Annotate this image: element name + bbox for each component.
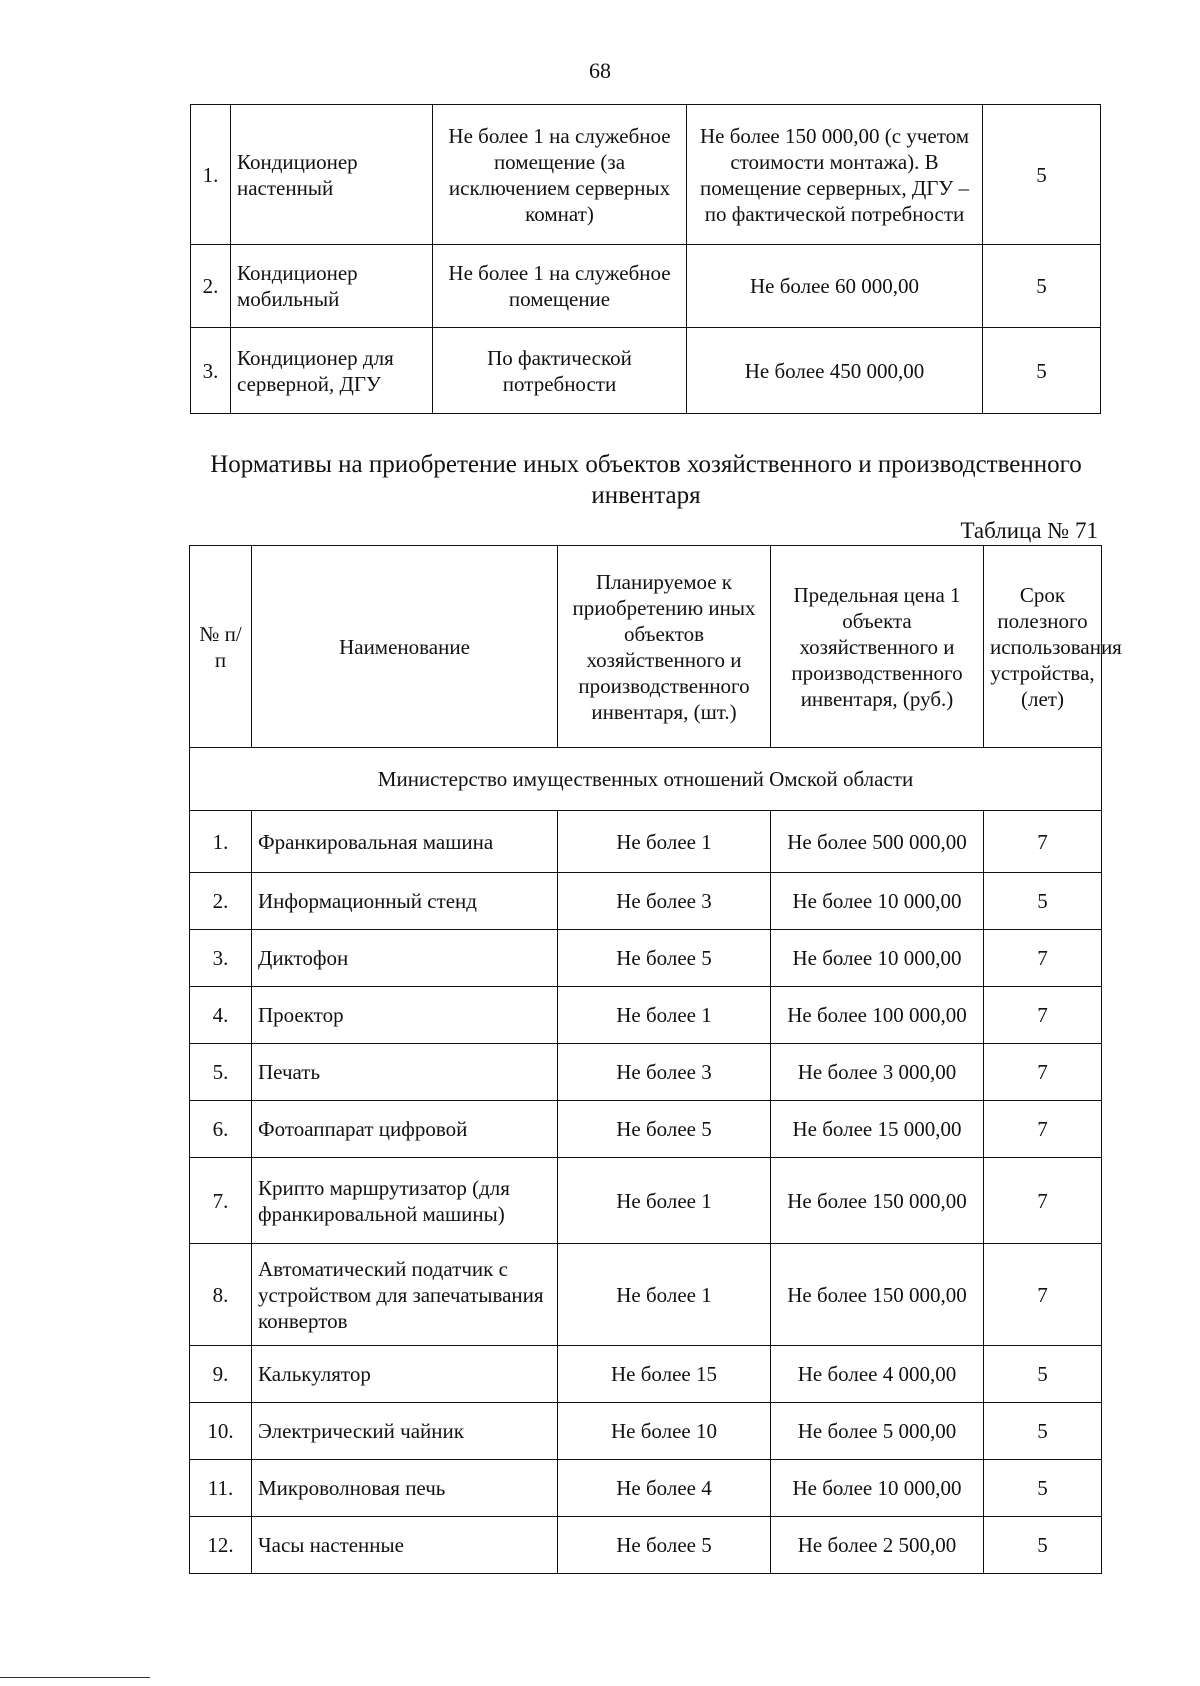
row-quantity: Не более 1: [558, 1158, 771, 1244]
section-heading: Нормативы на приобретение иных объектов хозяйственного и производственного инвентаря: [210, 451, 1082, 509]
row-name: Автоматический податчик с устройством для запечатывания конвертов: [252, 1244, 558, 1346]
section-title: Министерство имущественных отношений Омской области: [190, 748, 1102, 811]
row-lifetime: 5: [983, 245, 1101, 328]
row-price: Не более 150 000,00 (с учетом стоимости монтажа). В помещение серверных, ДГУ – по фактической потребности: [687, 105, 983, 245]
header-name: Наименование: [252, 546, 558, 748]
row-lifetime: 7: [984, 1158, 1102, 1244]
table-header-row: [190, 546, 1102, 748]
row-name: Информационный стенд: [252, 873, 558, 930]
row-name: Кондиционер для серверной, ДГУ: [231, 328, 433, 414]
table-row: [190, 1044, 1102, 1101]
row-number: 3.: [190, 930, 252, 987]
table-row: [190, 1460, 1102, 1517]
table-row: [190, 1346, 1102, 1403]
row-lifetime: 5: [984, 1460, 1102, 1517]
row-quantity: Не более 5: [558, 1517, 771, 1574]
table-row: [190, 987, 1102, 1044]
row-price: Не более 150 000,00: [771, 1244, 984, 1346]
row-lifetime: 7: [984, 1244, 1102, 1346]
row-quantity: Не более 10: [558, 1403, 771, 1460]
row-name: Фотоаппарат цифровой: [252, 1101, 558, 1158]
row-number: 1.: [190, 811, 252, 873]
row-quantity: Не более 5: [558, 930, 771, 987]
row-lifetime: 7: [984, 811, 1102, 873]
row-number: 6.: [190, 1101, 252, 1158]
table-row: [190, 811, 1102, 873]
row-lifetime: 7: [984, 1044, 1102, 1101]
header-lifetime: Срок полезного использования устройства, (лет): [984, 546, 1102, 748]
row-number: 2.: [190, 873, 252, 930]
row-lifetime: 5: [983, 328, 1101, 414]
row-price: Не более 100 000,00: [771, 987, 984, 1044]
row-number: 5.: [190, 1044, 252, 1101]
header-quantity: Планируемое к приобретению иных объектов хозяйственного и производственного инвентаря, (шт.): [558, 546, 771, 748]
row-price: Не более 5 000,00: [771, 1403, 984, 1460]
row-quantity: Не более 1: [558, 1244, 771, 1346]
row-number: 8.: [190, 1244, 252, 1346]
row-price: Не более 10 000,00: [771, 1460, 984, 1517]
row-name: Кондиционер мобильный: [231, 245, 433, 328]
row-quantity: По фактической потребности: [433, 328, 687, 414]
row-quantity: Не более 3: [558, 873, 771, 930]
table-row: [190, 873, 1102, 930]
row-lifetime: 5: [984, 1517, 1102, 1574]
row-price: Не более 450 000,00: [687, 328, 983, 414]
row-lifetime: 7: [984, 987, 1102, 1044]
row-name: Часы настенные: [252, 1517, 558, 1574]
row-lifetime: 7: [984, 930, 1102, 987]
page-number: 68: [589, 58, 611, 83]
row-name: Микроволновая печь: [252, 1460, 558, 1517]
row-number: 1.: [191, 105, 231, 245]
row-number: 4.: [190, 987, 252, 1044]
scan-edge-divider: [0, 1677, 150, 1678]
row-number: 2.: [191, 245, 231, 328]
header-price: Предельная цена 1 объекта хозяйственного и производственного инвентаря, (руб.): [771, 546, 984, 748]
row-number: 9.: [190, 1346, 252, 1403]
row-name: Крипто маршрутизатор (для франкировальной машины): [252, 1158, 558, 1244]
row-quantity: Не более 1: [558, 987, 771, 1044]
row-quantity: Не более 1: [558, 811, 771, 873]
row-lifetime: 5: [983, 105, 1101, 245]
row-number: 7.: [190, 1158, 252, 1244]
row-quantity: Не более 5: [558, 1101, 771, 1158]
row-name: Печать: [252, 1044, 558, 1101]
row-quantity: Не более 4: [558, 1460, 771, 1517]
row-price: Не более 3 000,00: [771, 1044, 984, 1101]
row-name: Электрический чайник: [252, 1403, 558, 1460]
row-number: 11.: [190, 1460, 252, 1517]
table-row: [190, 1158, 1102, 1244]
row-price: Не более 500 000,00: [771, 811, 984, 873]
row-price: Не более 150 000,00: [771, 1158, 984, 1244]
inventory-table: [189, 545, 1122, 1574]
table-row: [190, 930, 1102, 987]
table-row: [191, 105, 1101, 245]
row-name: Кондиционер настенный: [231, 105, 433, 245]
row-quantity: Не более 1 на служебное помещение: [433, 245, 687, 328]
row-quantity: Не более 15: [558, 1346, 771, 1403]
section-row: [190, 748, 1102, 811]
table-row: [190, 1101, 1102, 1158]
row-number: 12.: [190, 1517, 252, 1574]
table-number-label: Таблица № 71: [960, 518, 1098, 543]
row-lifetime: 5: [984, 873, 1102, 930]
row-name: Франкировальная машина: [252, 811, 558, 873]
row-quantity: Не более 3: [558, 1044, 771, 1101]
table-row: [191, 328, 1101, 414]
table-row: [190, 1244, 1102, 1346]
row-name: Проектор: [252, 987, 558, 1044]
row-price: Не более 60 000,00: [687, 245, 983, 328]
row-lifetime: 5: [984, 1403, 1102, 1460]
row-quantity: Не более 1 на служебное помещение (за исключением серверных комнат): [433, 105, 687, 245]
header-number: № п/п: [190, 546, 252, 748]
table-row: [190, 1517, 1102, 1574]
table-row: [190, 1403, 1102, 1460]
row-price: Не более 10 000,00: [771, 930, 984, 987]
row-number: 10.: [190, 1403, 252, 1460]
row-price: Не более 4 000,00: [771, 1346, 984, 1403]
row-name: Калькулятор: [252, 1346, 558, 1403]
aircon-table: [190, 104, 1101, 414]
row-price: Не более 10 000,00: [771, 873, 984, 930]
row-number: 3.: [191, 328, 231, 414]
row-lifetime: 7: [984, 1101, 1102, 1158]
row-price: Не более 2 500,00: [771, 1517, 984, 1574]
table-row: [191, 245, 1101, 328]
row-lifetime: 5: [984, 1346, 1102, 1403]
row-price: Не более 15 000,00: [771, 1101, 984, 1158]
row-name: Диктофон: [252, 930, 558, 987]
